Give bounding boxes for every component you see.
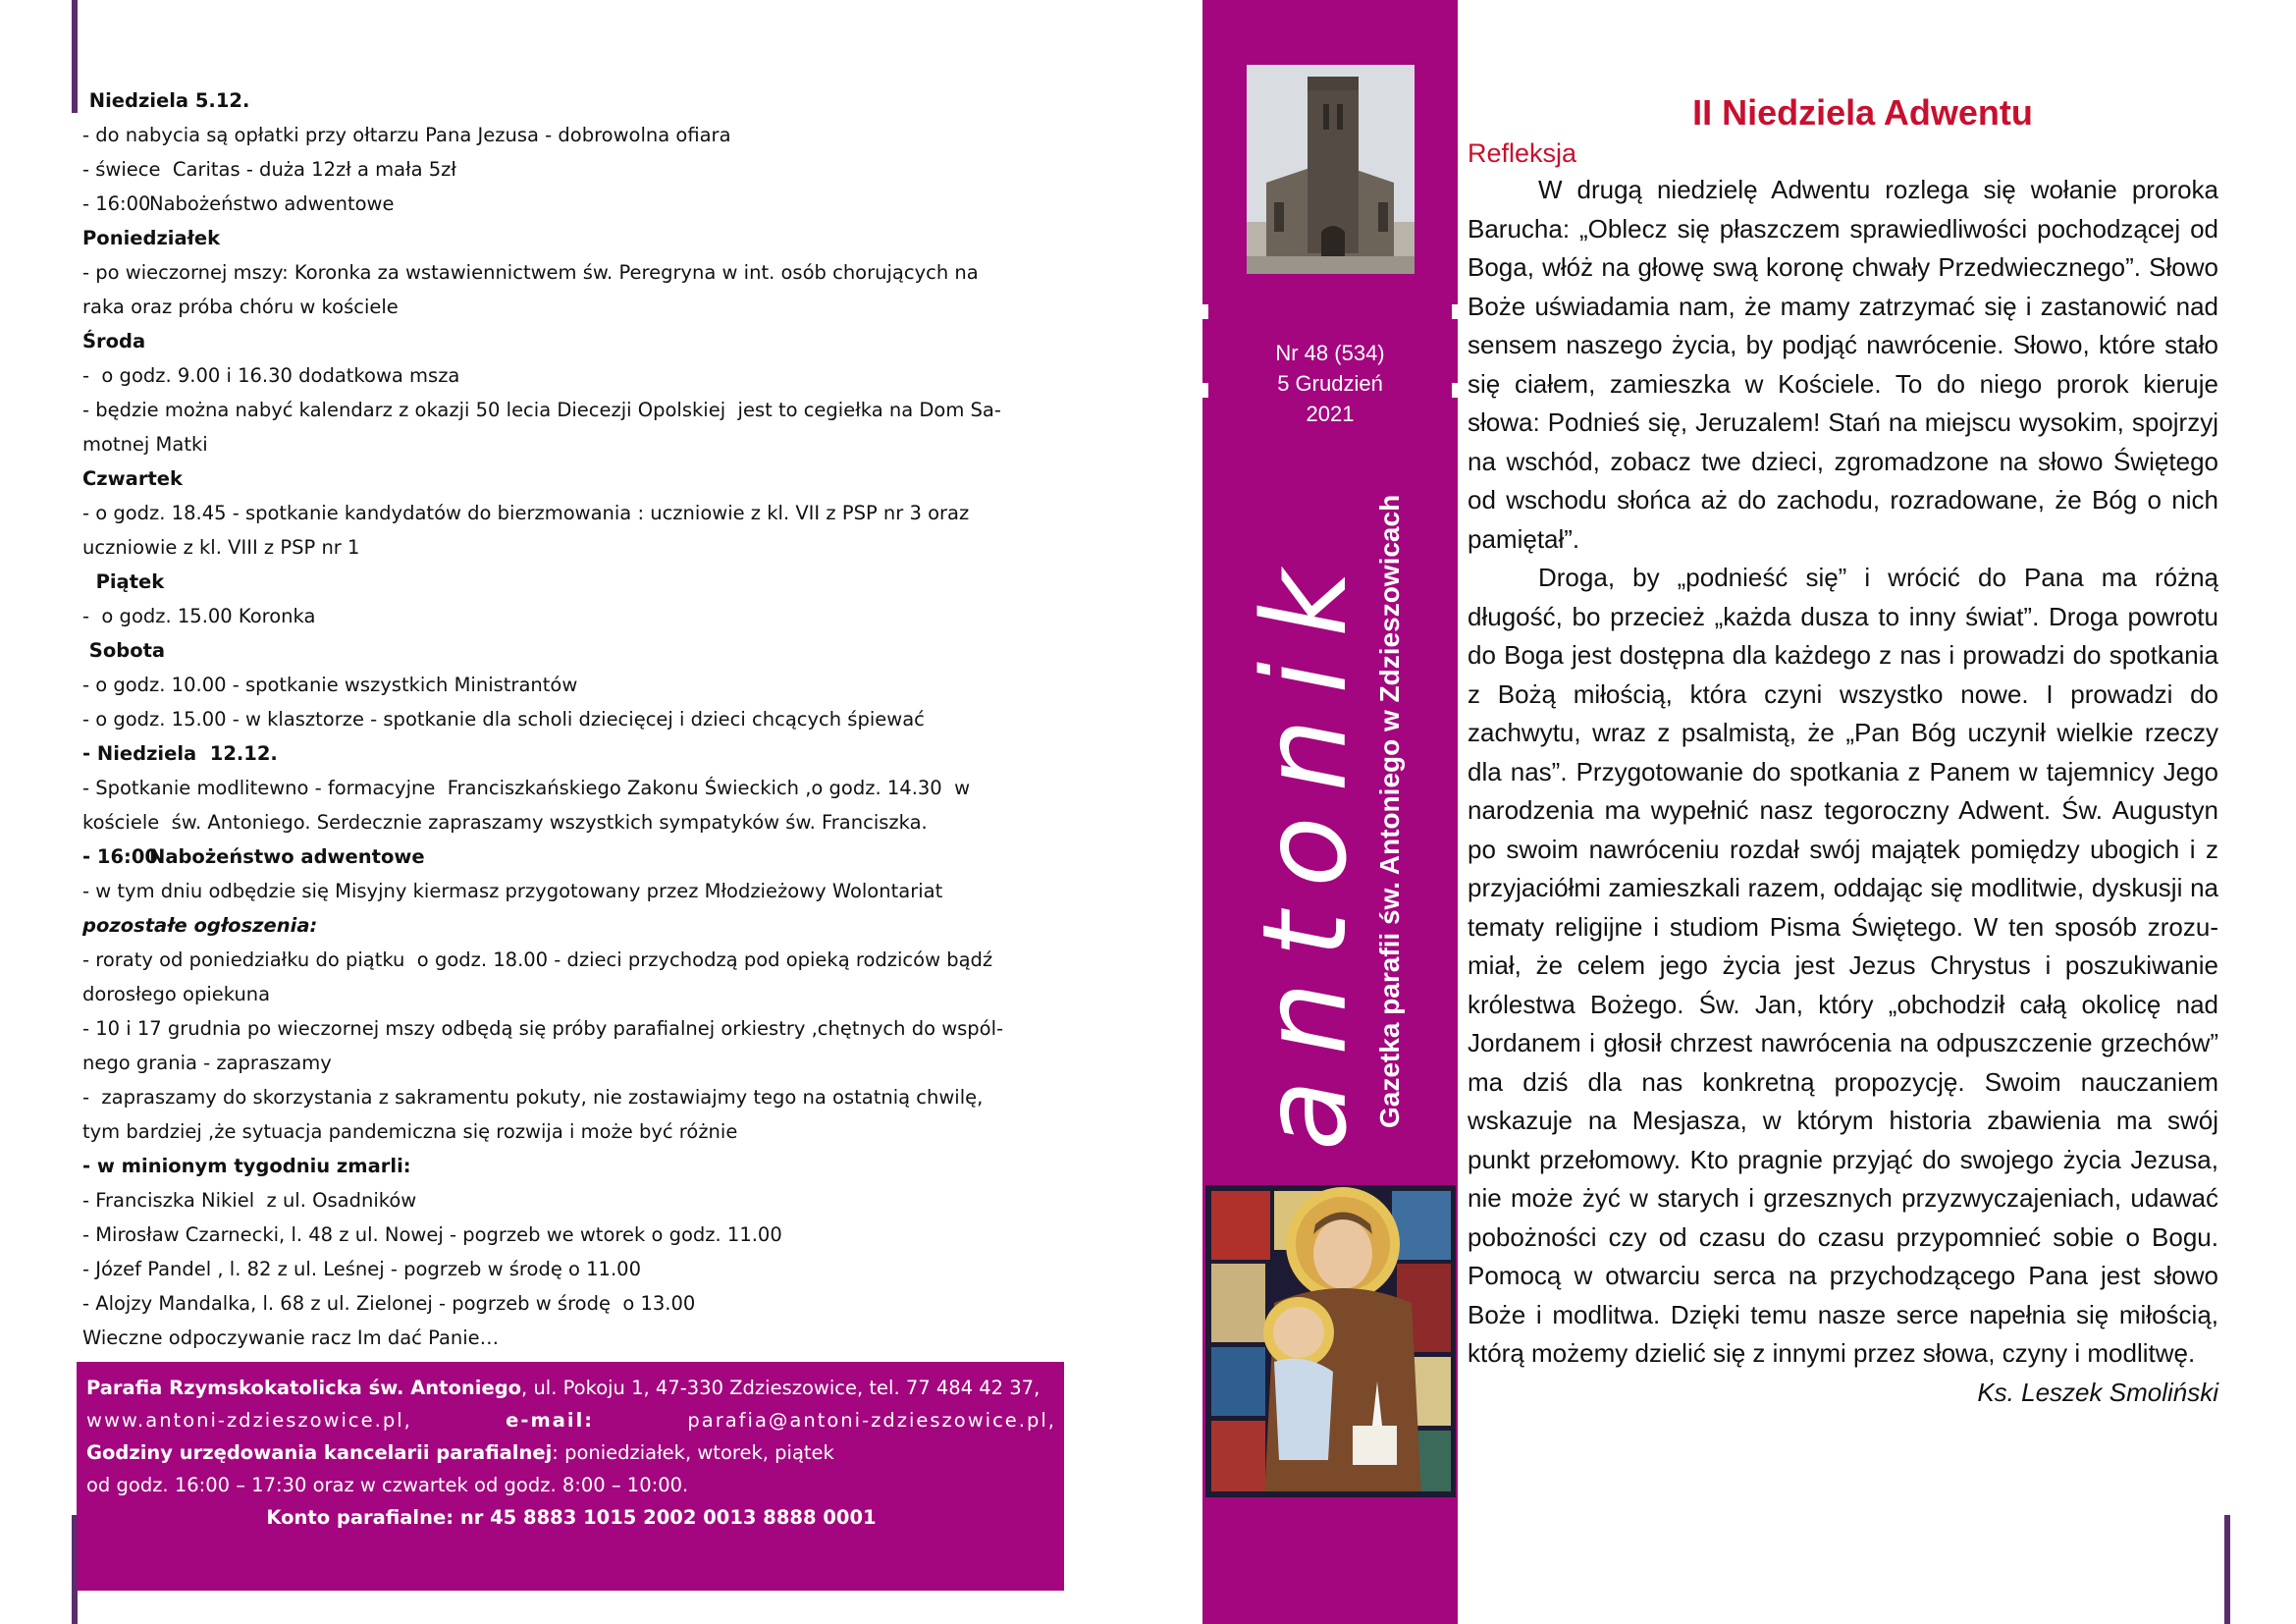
announcement-text: - Franciszka Nikiel z ul. Osadników (82, 1189, 417, 1212)
announcement-text: - w minionym tygodniu zmarli: (82, 1155, 411, 1177)
announcement-line (82, 1046, 1054, 1080)
announcement-text: - świece Caritas - duża 12zł a mała 5zł (82, 158, 456, 181)
masthead-title: antonik (1237, 545, 1372, 1151)
masthead-subtitle: Gazetka parafii św. Antoniego w Zdzieszowicach (1374, 494, 1405, 1128)
announcement-line (82, 358, 1054, 393)
announcement-line (82, 83, 1054, 118)
article (1468, 90, 2218, 1412)
announcement-text: motnej Matki (82, 433, 208, 456)
announcement-line (82, 1321, 1054, 1355)
announcement-text: pozostałe ogłoszenia: (82, 914, 318, 937)
announcement-line (82, 839, 1054, 874)
article-paragraph: W drugą niedzielę Adwentu rozlega się wołanie proroka Barucha: „Oblecz się płaszczem sprawiedliwości pochodzącej od Boga, włóż na głowę swą koronę chwały Przedwiecznego”. Słowo Boże uświadamia nam, że mamy zatrzymać się i zastanowić nad sensem naszego życia, by podjąć nawrócenie. Słowo, które stało się ciałem, zamieszka w Kościele. To do niego prorok kieruje słowa: Podnieś się, Jeruzalem! Stań na miejscu wysokim, spojrzyj na wschód, zobacz twe dzieci, zgromadzone na słowo Świętego od wschodu słońca aż do zachodu, rozradowane, że Bóg o nich pamiętał”. (1468, 175, 2218, 554)
office-hours-days: : poniedziałek, wtorek, piątek (552, 1441, 834, 1464)
announcement-line (82, 668, 1054, 702)
announcement-line (82, 496, 1054, 530)
announcement-text: - Alojzy Mandalka, l. 68 z ul. Zielonej - pogrzeb w środę o 13.00 (82, 1292, 696, 1315)
strip-tick (1452, 304, 1458, 319)
announcement-text: - o godz. 18.45 - spotkanie kandydatów do bierzmowania : uczniowie z kl. VII z PSP nr 3 oraz (82, 502, 970, 524)
announcement-line (82, 1286, 1054, 1321)
announcement-line (82, 461, 1054, 496)
issue-year: 2021 (1306, 402, 1355, 426)
announcement-line (82, 152, 1054, 187)
bank-account: Konto parafialne: nr 45 8883 1015 2002 0013 8888 0001 (266, 1506, 877, 1529)
announcement-text: - po wieczornej mszy: Koronka za wstawiennictwem św. Peregryna w int. osób chorujących na (82, 261, 979, 284)
announcement-line (82, 874, 1054, 908)
announcement-text: - 16:00 (82, 845, 158, 868)
announcement-text: Piątek (82, 570, 165, 593)
announcement-event: Nabożeństwo adwentowe (149, 192, 395, 215)
office-hours-times: od godz. 16:00 – 17:30 oraz w czwartek od godz. 8:00 – 10:00. (86, 1474, 689, 1496)
office-hours-label: Godziny urzędowania kancelarii parafialnej (86, 1441, 553, 1464)
announcement-text: - będzie można nabyć kalendarz z okazji 50 lecia Diecezji Opolskiej jest to cegiełka na Dom Sa- (82, 399, 1001, 421)
issue-info (1202, 338, 1458, 429)
announcement-line (82, 599, 1054, 633)
right-bottom-bar (2224, 1515, 2230, 1624)
parish-address-line (86, 1372, 1056, 1404)
announcement-line (82, 702, 1054, 736)
announcement-line (82, 1114, 1054, 1149)
announcement-line (82, 187, 1054, 221)
article-paragraph: Droga, by „podnieść się” i wrócić do Pana ma różną długość, bo przecież „każda dusza to inny świat”. Droga powrotu do Boga jest dostępna dla każdego z nas i prowadzi do spotkania z Bożą miłością, która czyni wszystko nowe. I prowadzi do zachwytu, wraz z psalmistą, że „Pan Bóg uczynił wielkie rzeczy dla nas”. Przygotowanie do spotkania z Panem w tajemnicy Jego narodzenia ma wypełnić nasz tegoroczny Adwent. Św. Augustyn po swoim nawróceniu rozdał swój majątek pomiędzy ubogich i z przyjaciółmi zamieszkali razem, oddając się modlitwie, dyskusji na tematy religijne i studiom Pisma Świętego. W ten sposób zrozumiał, że celem jego życia jest Jezus Chrystus i poszukiwanie królestwa Bożego. Św. Jan, który „obchodził całą okolicę nad Jordanem i głosił chrzest nawrócenia na odpuszczenie grzechów” ma dziś dla nas konkretną propozycję. Swoim nauczaniem wskazuje na Mesjasza, w którym historia zbawienia ma swój punkt przełomowy. Kto pragnie przyjąć do swojego życia Jezusa, nie może żyć w starych i grzesznych przyzwyczajeniach, udawać pobożności czy od czasu do czasu przypomnieć sobie o Bogu. Pomocą w otwarciu serca na przychodzącego Pana jest słowo Boże i modlitwa. Dzięki temu nasze serce napełnia się miłością, którą możemy dzielić się z innymi przez słowa, czyny i modlitwę. (1468, 563, 2218, 1368)
parish-name: Parafia Rzymskokatolicka św. Antoniego (86, 1377, 522, 1399)
stained-glass-image (1205, 1185, 1456, 1497)
announcement-text: raka oraz próba chóru w kościele (82, 296, 399, 318)
parish-email[interactable]: parafia@antoni-zdzieszowice.pl, (687, 1409, 1056, 1432)
announcement-text: - Niedziela 12.12. (82, 742, 278, 765)
announcement-line (82, 221, 1054, 255)
announcement-line (82, 943, 1054, 977)
announcement-text: Sobota (82, 639, 166, 662)
announcement-line (82, 255, 1054, 290)
email-label: e-mail: (506, 1409, 595, 1432)
parish-address: , ul. Pokoju 1, 47-330 Zdzieszowice, tel. 77 484 42 37, (521, 1377, 1041, 1399)
announcement-line (82, 324, 1054, 358)
announcement-line (82, 393, 1054, 427)
issue-date: 5 Grudzień (1277, 371, 1383, 396)
announcement-text: - o godz. 15.00 - w klasztorze - spotkanie dla scholi dziecięcej i dzieci chcących śpiewać (82, 708, 925, 731)
office-hours-line (86, 1436, 1056, 1469)
announcement-line (82, 633, 1054, 668)
announcement-line (82, 565, 1054, 599)
announcement-text: - o godz. 10.00 - spotkanie wszystkich Ministrantów (82, 674, 578, 696)
announcement-text: - Spotkanie modlitewno - formacyjne Franciszkańskiego Zakonu Świeckich ,o godz. 14.30 w (82, 777, 971, 799)
announcement-text: - zapraszamy do skorzystania z sakramentu pokuty, nie zostawiajmy tego na ostatnią chwilę, (82, 1086, 984, 1109)
announcement-text: - Mirosław Czarnecki, l. 48 z ul. Nowej - pogrzeb we wtorek o godz. 11.00 (82, 1223, 782, 1246)
announcement-line (82, 736, 1054, 771)
announcement-text: dorosłego opiekuna (82, 983, 271, 1005)
announcement-text: - o godz. 15.00 Koronka (82, 605, 316, 627)
announcements (82, 83, 1054, 1355)
announcement-line (82, 427, 1054, 461)
announcement-line (82, 1080, 1054, 1114)
announcement-line (82, 290, 1054, 324)
announcement-text: tym bardziej ,że sytuacja pandemiczna się rozwija i może być różnie (82, 1120, 738, 1143)
announcement-text: nego grania - zapraszamy (82, 1052, 332, 1074)
announcement-text: Wieczne odpoczywanie racz Im dać Panie… (82, 1326, 500, 1349)
article-signature: Ks. Leszek Smoliński (1977, 1377, 2218, 1407)
announcement-text: - 16:00 (82, 192, 151, 215)
announcement-text: Środa (82, 330, 146, 352)
announcement-text: - 10 i 17 grudnia po wieczornej mszy odbędą się próby parafialnej orkiestry ,chętnych do wspól- (82, 1017, 1004, 1040)
announcement-line (82, 908, 1054, 943)
left-top-bar (72, 0, 78, 113)
announcement-text: Poniedziałek (82, 227, 221, 249)
announcement-text: uczniowie z kl. VIII z PSP nr 1 (82, 536, 360, 559)
announcement-line (82, 1183, 1054, 1218)
announcement-line (82, 771, 1054, 805)
announcement-line (82, 1011, 1054, 1046)
announcement-line (82, 1218, 1054, 1252)
announcement-line (82, 1252, 1054, 1286)
parish-website[interactable]: www.antoni-zdzieszowice.pl, (86, 1409, 412, 1432)
announcement-line (82, 530, 1054, 565)
announcement-text: - o godz. 9.00 i 16.30 dodatkowa msza (82, 364, 460, 387)
article-body (1468, 171, 2218, 1374)
announcement-text: - do nabycia są opłatki przy ołtarzu Pana Jezusa - dobrowolna ofiara (82, 124, 731, 146)
announcement-text: - Józef Pandel , l. 82 z ul. Leśnej - pogrzeb w środę o 11.00 (82, 1258, 641, 1280)
announcement-text: kościele św. Antoniego. Serdecznie zapraszamy wszystkich sympatyków św. Franciszka. (82, 811, 928, 834)
announcement-text: - roraty od poniedziałku do piątku o godz. 18.00 - dzieci przychodzą pod opieką rodziców bądź (82, 948, 993, 971)
issue-number: Nr 48 (534) (1275, 341, 1385, 365)
announcement-line (82, 977, 1054, 1011)
announcement-line (82, 118, 1054, 152)
parish-web-line (86, 1404, 1056, 1436)
announcement-text: Czwartek (82, 467, 183, 490)
announcement-line (82, 1149, 1054, 1183)
church-photo (1247, 65, 1415, 274)
parish-info-box (77, 1362, 1064, 1591)
strip-tick (1202, 304, 1208, 319)
announcement-text: - w tym dniu odbędzie się Misyjny kiermasz przygotowany przez Młodzieżowy Wolontariat (82, 880, 943, 902)
announcement-event: Nabożeństwo adwentowe (149, 845, 425, 868)
announcement-line (82, 805, 1054, 839)
article-heading: II Niedziela Adwentu (1692, 92, 2033, 133)
announcement-text: Niedziela 5.12. (82, 89, 250, 112)
article-subheading: Refleksja (1468, 138, 1577, 168)
